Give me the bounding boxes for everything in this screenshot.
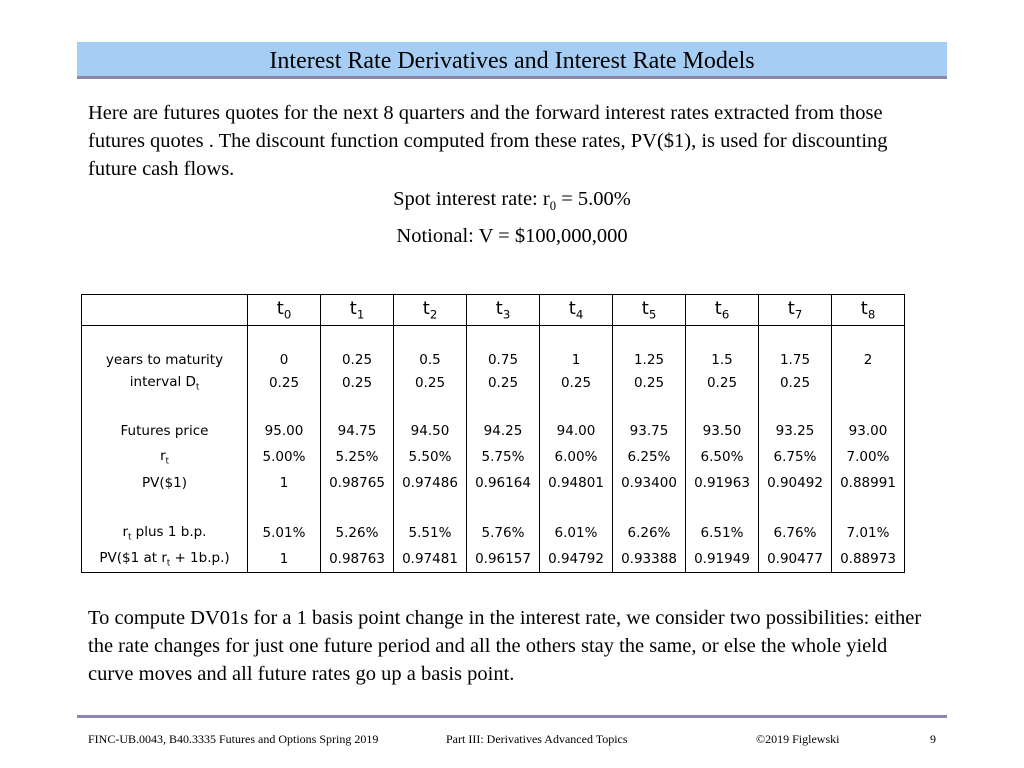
column-header-t0: [248, 295, 321, 326]
table-cell: 6.25%: [613, 444, 686, 470]
intro-paragraph: Here are futures quotes for the next 8 quarters and the forward interest rates extracted from those futures quotes . The discount function computed from these rates, PV($1), is used for discounting future cash flows.: [88, 102, 888, 180]
rate-bp-label-subscript: t: [128, 531, 132, 542]
spacer-cell: [248, 326, 321, 349]
footer-page-number: 9: [930, 732, 936, 746]
table-cell: 0.97481: [394, 546, 467, 573]
spacer-row: [82, 394, 905, 418]
table-cell: 0.94801: [540, 470, 613, 496]
row-label: [82, 470, 248, 496]
table-cell: 1.75: [759, 348, 832, 371]
table-cell: 0.25: [467, 371, 540, 394]
spacer-cell: [467, 326, 540, 349]
spacer-cell: [394, 496, 467, 520]
table-cell: 5.50%: [394, 444, 467, 470]
table-cell: 0.25: [686, 371, 759, 394]
spacer-cell: [759, 496, 832, 520]
table-cell: 5.76%: [467, 520, 540, 546]
pv-label: PV($1): [141, 475, 188, 491]
spacer-cell: [686, 394, 759, 418]
header-subscript: 2: [429, 307, 438, 322]
interval-row: [82, 371, 905, 394]
spot-rate-line: [0, 188, 1024, 214]
rate-row: [82, 444, 905, 470]
header-subscript: 6: [721, 307, 730, 322]
table-cell: 2: [832, 348, 905, 371]
column-header-t8: [832, 295, 905, 326]
table-cell: 0.98765: [321, 470, 394, 496]
table-cell: 0.96164: [467, 470, 540, 496]
interval-label: interval D: [129, 373, 196, 390]
dv01-note: To compute DV01s for a 1 basis point change in the interest rate, we consider two possibilities: either the rate changes for just one future period and all the others stay the same, or else the whole yield curve moves and all future rates go up a basis point.: [88, 607, 922, 685]
table-cell: 0.25: [759, 371, 832, 394]
header-symbol: t: [276, 298, 284, 320]
table-cell: 0.75: [467, 348, 540, 371]
table-cell: 94.50: [394, 418, 467, 444]
futures-label: Futures price: [120, 423, 209, 439]
table-cell: 95.00: [248, 418, 321, 444]
table-cell: 0.25: [613, 371, 686, 394]
header-subscript: 1: [356, 307, 365, 322]
spacer-cell: [613, 496, 686, 520]
table-cell: 0.96157: [467, 546, 540, 573]
table-cell: 1.5: [686, 348, 759, 371]
table-cell: 6.51%: [686, 520, 759, 546]
table-cell: 5.25%: [321, 444, 394, 470]
table-cell: 0.94792: [540, 546, 613, 573]
table-cell: 94.25: [467, 418, 540, 444]
header-subscript: 8: [867, 307, 876, 322]
spot-rate-subscript: 0: [549, 199, 557, 214]
footer-divider: [77, 715, 947, 718]
spacer-cell: [248, 496, 321, 520]
header-symbol: t: [568, 298, 576, 320]
spacer-cell: [82, 496, 248, 520]
spacer-cell: [613, 394, 686, 418]
table-cell: 0.93400: [613, 470, 686, 496]
table-cell: 94.00: [540, 418, 613, 444]
table-cell: 6.75%: [759, 444, 832, 470]
futures-row: [82, 418, 905, 444]
slide-title-bar: [77, 42, 947, 79]
spacer-cell: [82, 326, 248, 349]
table-cell: 0.98763: [321, 546, 394, 573]
column-header-t7: [759, 295, 832, 326]
years-label: years to maturity: [105, 351, 224, 368]
header-symbol: t: [787, 298, 795, 320]
table-cell: 7.00%: [832, 444, 905, 470]
table-cell: 1: [540, 348, 613, 371]
table-cell: 1: [248, 546, 321, 573]
table-cell: 6.01%: [540, 520, 613, 546]
table-cell: 6.26%: [613, 520, 686, 546]
header-symbol: t: [641, 298, 649, 320]
spacer-cell: [759, 326, 832, 349]
table-cell: 0.91949: [686, 546, 759, 573]
header-symbol: t: [860, 298, 868, 320]
rate-bp-label-suffix: plus 1 b.p.: [131, 524, 207, 541]
table-cell: 0.88973: [832, 546, 905, 573]
table-cell: 0.25: [321, 371, 394, 394]
table-cell: 1: [248, 470, 321, 496]
spacer-cell: [321, 496, 394, 520]
rate-label-subscript: t: [165, 455, 169, 466]
pv-bp-label-subscript: t: [166, 557, 171, 568]
table-cell: 5.75%: [467, 444, 540, 470]
column-header-t1: [321, 295, 394, 326]
column-header-t3: [467, 295, 540, 326]
column-header-t6: [686, 295, 759, 326]
table-cell: 1.25: [613, 348, 686, 371]
table-cell: 93.00: [832, 418, 905, 444]
table-cell: [832, 371, 905, 394]
table-cell: 5.51%: [394, 520, 467, 546]
column-header-t2: [394, 295, 467, 326]
spot-rate-prefix: Spot interest rate: r: [393, 188, 550, 210]
header-subscript: 3: [502, 307, 511, 322]
footer-course: FINC-UB.0043, B40.3335 Futures and Options Spring 2019: [88, 732, 379, 746]
table-cell: 94.75: [321, 418, 394, 444]
table-cell: 0.97486: [394, 470, 467, 496]
notional-line: Notional: V = $100,000,000: [396, 225, 628, 247]
spacer-cell: [832, 326, 905, 349]
header-subscript: 0: [283, 307, 292, 322]
header-symbol: t: [349, 298, 357, 320]
table-cell: 6.76%: [759, 520, 832, 546]
table-cell: 0: [248, 348, 321, 371]
table-cell: 0.90492: [759, 470, 832, 496]
header-subscript: 7: [794, 307, 803, 322]
spacer-cell: [467, 496, 540, 520]
pv-row: [82, 470, 905, 496]
rate-bp-row: [82, 520, 905, 546]
table-cell: 93.75: [613, 418, 686, 444]
spacer-cell: [832, 394, 905, 418]
table-cell: 93.50: [686, 418, 759, 444]
table-cell: 0.90477: [759, 546, 832, 573]
spacer-cell: [686, 326, 759, 349]
table-cell: 0.88991: [832, 470, 905, 496]
spacer-cell: [613, 326, 686, 349]
spacer-cell: [321, 394, 394, 418]
footer-copyright: ©2019 Figlewski: [756, 732, 840, 746]
spacer-cell: [686, 496, 759, 520]
header-symbol: t: [422, 298, 430, 320]
row-label: [82, 444, 248, 470]
row-label: [82, 418, 248, 444]
table-cell: 0.25: [321, 348, 394, 371]
row-label: [82, 546, 248, 573]
column-header-t4: [540, 295, 613, 326]
spacer-cell: [540, 326, 613, 349]
table-header-row: [82, 295, 905, 326]
spacer-cell: [394, 394, 467, 418]
table-cell: 5.01%: [248, 520, 321, 546]
spacer-cell: [467, 394, 540, 418]
table-cell: 6.50%: [686, 444, 759, 470]
table-cell: 0.25: [248, 371, 321, 394]
rate-label: r: [160, 448, 166, 465]
row-label: [82, 348, 248, 371]
interval-label-subscript: t: [195, 381, 200, 392]
table-cell: 6.00%: [540, 444, 613, 470]
table-cell: 93.25: [759, 418, 832, 444]
spacer-cell: [82, 394, 248, 418]
pv-bp-label-suffix: + 1b.p.): [170, 550, 230, 567]
years-row: [82, 348, 905, 371]
header-symbol: t: [495, 298, 503, 320]
pv-bp-row: [82, 546, 905, 573]
table-cell: 5.26%: [321, 520, 394, 546]
table-cell: 0.93388: [613, 546, 686, 573]
header-corner: [82, 295, 248, 326]
table-cell: 7.01%: [832, 520, 905, 546]
header-subscript: 5: [648, 307, 657, 322]
row-label: [82, 520, 248, 546]
table-cell: 0.25: [394, 371, 467, 394]
futures-rates-table: [81, 294, 905, 573]
spot-rate-suffix: = 5.00%: [556, 188, 631, 210]
spacer-row: [82, 326, 905, 349]
table-body: [82, 326, 905, 573]
spacer-cell: [540, 394, 613, 418]
spacer-cell: [321, 326, 394, 349]
header-symbol: t: [714, 298, 722, 320]
spacer-cell: [248, 394, 321, 418]
pv-bp-label: PV($1 at r: [99, 550, 167, 567]
footer-part: Part III: Derivatives Advanced Topics: [446, 732, 628, 746]
spacer-row: [82, 496, 905, 520]
rate-bp-label: r: [122, 524, 129, 541]
slide-title: Interest Rate Derivatives and Interest Rate Models: [269, 47, 755, 74]
spacer-cell: [540, 496, 613, 520]
spacer-cell: [759, 394, 832, 418]
table-cell: 0.91963: [686, 470, 759, 496]
header-subscript: 4: [575, 307, 584, 322]
spacer-cell: [394, 326, 467, 349]
table-cell: 5.00%: [248, 444, 321, 470]
column-header-t5: [613, 295, 686, 326]
row-label: [82, 371, 248, 394]
table-cell: 0.25: [540, 371, 613, 394]
table-cell: 0.5: [394, 348, 467, 371]
spacer-cell: [832, 496, 905, 520]
